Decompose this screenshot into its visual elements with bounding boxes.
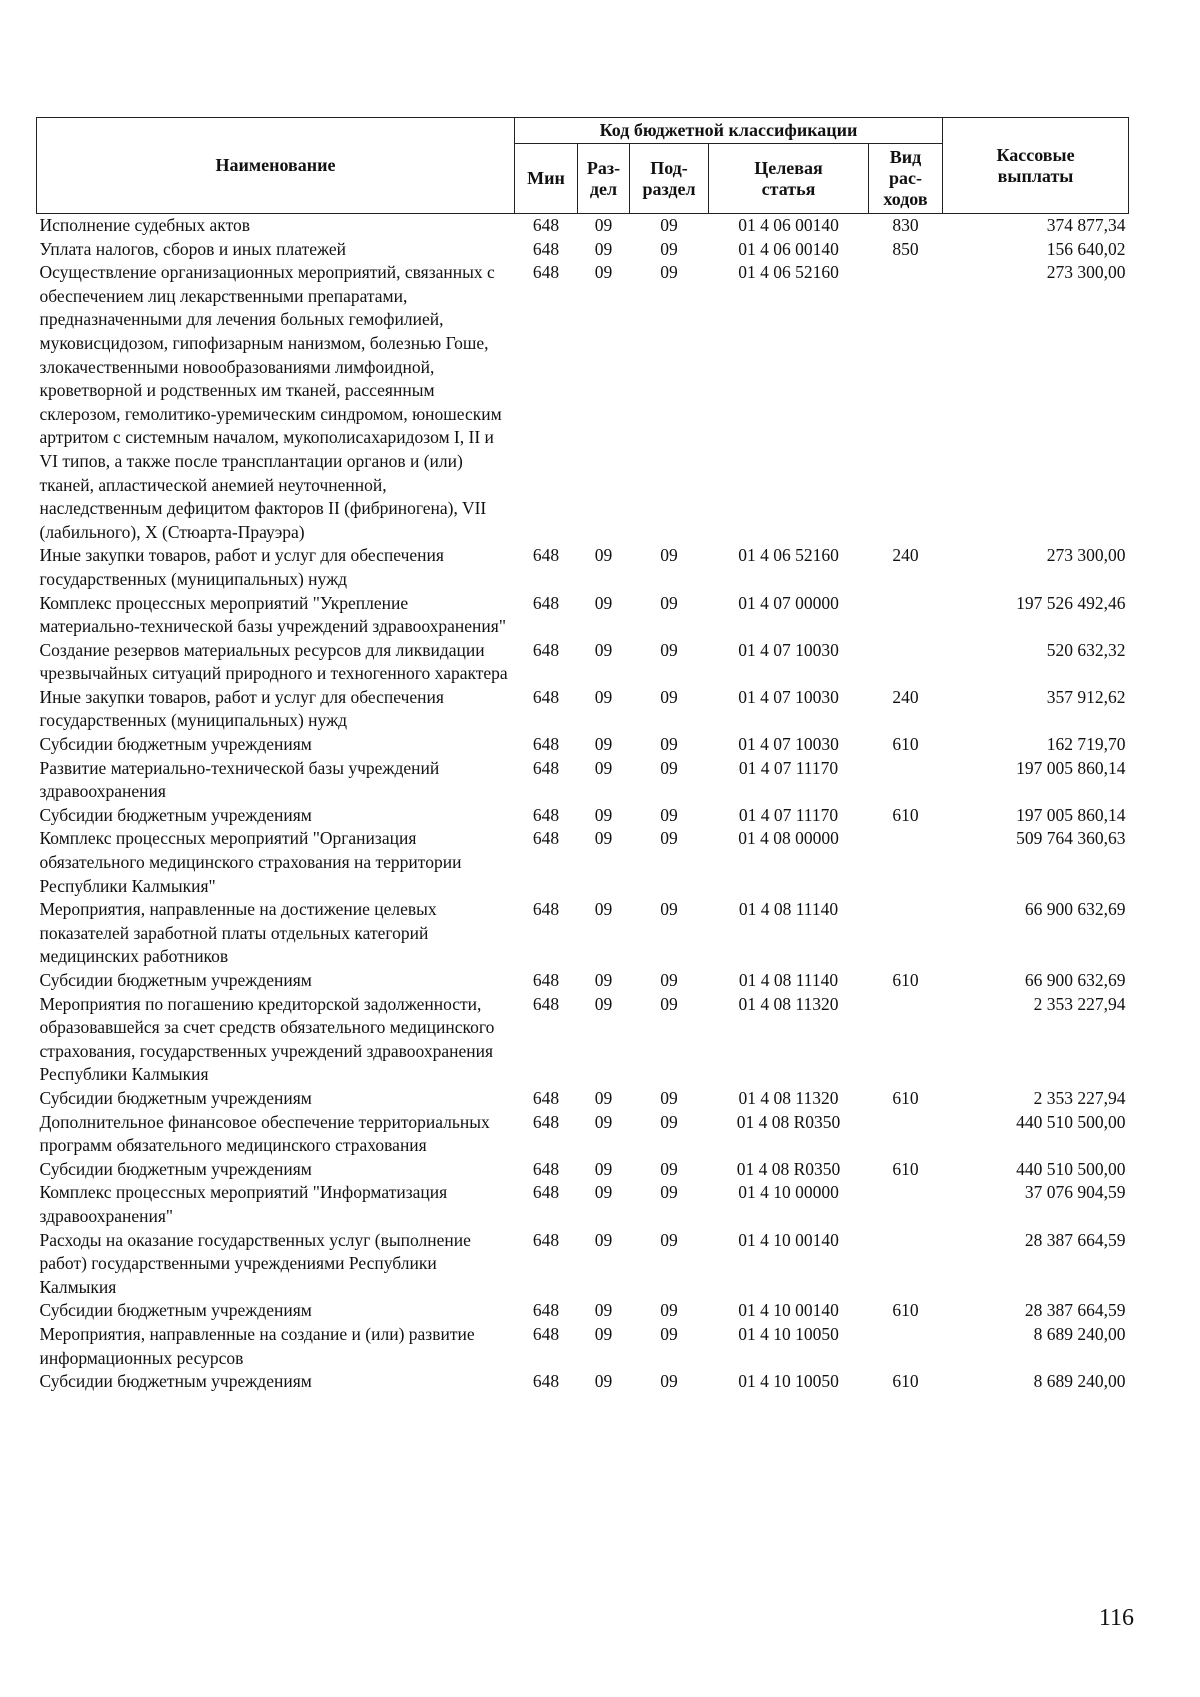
cell-min: 648: [532, 1323, 560, 1344]
cell-vid: 610: [892, 1371, 919, 1392]
table-row: [37, 214, 1129, 238]
cell-razdel: 09: [594, 592, 613, 613]
cell-amount: 66 900 632,69: [1024, 970, 1126, 990]
table-header: [37, 118, 1129, 214]
cell-vid: [869, 639, 943, 686]
cell-razdel: 09: [594, 970, 613, 990]
cell-razdel: 09: [594, 1229, 613, 1250]
cell-podrazdel: 09: [660, 1111, 678, 1132]
cell-vid: [869, 898, 943, 969]
cell-razdel: 09: [594, 545, 613, 566]
cell-celevaya: 01 4 07 11170: [738, 757, 839, 778]
cell-amount: 8 689 240,00: [1033, 1371, 1126, 1392]
cell-amount: 357 912,62: [1046, 686, 1126, 707]
cell-name: Комплекс процессных мероприятий "Информатизация здравоохранения": [39, 1182, 448, 1226]
cell-celevaya: 01 4 08 11140: [738, 970, 839, 990]
cell-amount: 197 526 492,46: [1016, 592, 1126, 613]
cell-min: 648: [532, 1087, 560, 1108]
cell-celevaya: 01 4 07 11170: [738, 804, 839, 825]
cell-razdel: 09: [594, 1158, 613, 1179]
cell-celevaya: 01 4 08 R0350: [736, 1158, 841, 1179]
cell-vid: 610: [892, 970, 919, 990]
table-row: [37, 592, 1129, 639]
cell-min: 648: [532, 1182, 560, 1203]
cell-min: 648: [532, 238, 560, 259]
cell-name: Дополнительное финансовое обеспечение территориальных программ обязательного медицинского страхования: [39, 1111, 490, 1156]
cell-name: Субсидии бюджетным учреждениям: [39, 970, 312, 990]
cell-amount: 28 387 664,59: [1024, 1229, 1126, 1250]
cell-min: 648: [532, 899, 560, 920]
cell-podrazdel: 09: [660, 238, 678, 259]
cell-vid: 610: [892, 1300, 919, 1321]
cell-min: 648: [532, 215, 560, 235]
cell-celevaya: 01 4 06 00140: [738, 215, 839, 235]
cell-min: 648: [532, 639, 560, 660]
table-row: [37, 1181, 1129, 1228]
cell-vid: [869, 757, 943, 804]
cell-razdel: 09: [594, 686, 613, 707]
cell-razdel: 09: [594, 1182, 613, 1203]
cell-vid: [869, 1229, 943, 1300]
cell-amount: 273 300,00: [1046, 262, 1126, 283]
cell-name: Мероприятия по погашению кредиторской задолженности, образовавшейся за счет средств обязательного медицинского страхования, государственных учреждений здравоохранения Республики Калмыкия: [39, 993, 495, 1085]
cell-podrazdel: 09: [660, 734, 678, 755]
cell-podrazdel: 09: [660, 545, 678, 566]
cell-vid: 610: [892, 804, 919, 825]
cell-razdel: 09: [594, 1371, 613, 1392]
table-row: [37, 1087, 1129, 1111]
header-podrazdel: Под- раздел: [630, 144, 709, 214]
cell-min: 648: [532, 734, 560, 755]
cell-name: Развитие материально-технической базы учреждений здравоохранения: [39, 757, 440, 802]
header-min: Мин: [515, 144, 578, 214]
header-code-group: Код бюджетной классификации: [515, 118, 943, 144]
table-row: [37, 827, 1129, 898]
table-row: [37, 969, 1129, 993]
table-row: [37, 898, 1129, 969]
header-name: Наименование: [37, 118, 515, 214]
cell-vid: 610: [892, 1087, 919, 1108]
cell-celevaya: 01 4 08 00000: [738, 828, 839, 849]
cell-name: Субсидии бюджетным учреждениям: [39, 804, 312, 825]
cell-razdel: 09: [594, 828, 613, 849]
cell-podrazdel: 09: [660, 1087, 678, 1108]
cell-razdel: 09: [594, 899, 613, 920]
cell-name: Комплекс процессных мероприятий "Организация обязательного медицинского страхования на территории Республики Калмыкия": [39, 828, 462, 896]
cell-amount: 440 510 500,00: [1016, 1111, 1126, 1132]
cell-min: 648: [532, 545, 560, 566]
cell-amount: 2 353 227,94: [1033, 1087, 1126, 1108]
cell-vid: 850: [892, 238, 919, 259]
cell-amount: 2 353 227,94: [1033, 993, 1126, 1014]
cell-podrazdel: 09: [660, 1182, 678, 1203]
table-row: [37, 686, 1129, 733]
cell-razdel: 09: [594, 1323, 613, 1344]
header-razdel: Раз- дел: [578, 144, 630, 214]
cell-vid: 610: [892, 1158, 919, 1179]
cell-amount: 37 076 904,59: [1024, 1182, 1126, 1203]
cell-podrazdel: 09: [660, 639, 678, 660]
cell-vid: [869, 993, 943, 1087]
cell-name: Иные закупки товаров, работ и услуг для обеспечения государственных (муниципальных) нужд: [39, 686, 444, 731]
cell-min: 648: [532, 1111, 560, 1132]
cell-vid: [869, 592, 943, 639]
cell-amount: 156 640,02: [1046, 238, 1126, 259]
cell-name: Комплекс процессных мероприятий "Укрепление материально-технической базы учреждений здравоохранения": [39, 592, 506, 637]
cell-podrazdel: 09: [660, 899, 678, 920]
cell-min: 648: [532, 686, 560, 707]
cell-min: 648: [532, 804, 560, 825]
cell-amount: 440 510 500,00: [1016, 1158, 1126, 1179]
cell-amount: 197 005 860,14: [1016, 757, 1126, 778]
cell-amount: 8 689 240,00: [1033, 1323, 1126, 1344]
cell-vid: 240: [892, 686, 919, 707]
cell-razdel: 09: [594, 238, 613, 259]
cell-amount: 197 005 860,14: [1016, 804, 1126, 825]
cell-celevaya: 01 4 10 10050: [738, 1371, 839, 1392]
table-row: [37, 639, 1129, 686]
table-body: [37, 214, 1129, 1394]
cell-podrazdel: 09: [660, 262, 678, 283]
cell-min: 648: [532, 1300, 560, 1321]
cell-vid: [869, 1323, 943, 1370]
cell-vid: [869, 1111, 943, 1158]
cell-podrazdel: 09: [660, 993, 678, 1014]
cell-name: Создание резервов материальных ресурсов для ликвидации чрезвычайных ситуаций природного и техногенного характера: [39, 639, 508, 684]
cell-celevaya: 01 4 07 00000: [738, 592, 839, 613]
cell-razdel: 09: [594, 1111, 613, 1132]
cell-vid: [869, 261, 943, 544]
cell-podrazdel: 09: [660, 686, 678, 707]
cell-celevaya: 01 4 10 00000: [738, 1182, 839, 1203]
table-row: [37, 733, 1129, 757]
cell-name: Субсидии бюджетным учреждениям: [39, 1087, 312, 1108]
header-payments: Кассовые выплаты: [943, 118, 1129, 214]
cell-vid: 610: [892, 734, 919, 755]
cell-celevaya: 01 4 08 11320: [738, 993, 839, 1014]
cell-celevaya: 01 4 06 52160: [738, 262, 839, 283]
cell-amount: 162 719,70: [1046, 734, 1126, 755]
cell-vid: 240: [892, 545, 919, 566]
cell-vid: [869, 1181, 943, 1228]
cell-name: Субсидии бюджетным учреждениям: [39, 1300, 312, 1321]
cell-razdel: 09: [594, 993, 613, 1014]
cell-min: 648: [532, 1158, 560, 1179]
cell-amount: 273 300,00: [1046, 545, 1126, 566]
cell-podrazdel: 09: [660, 828, 678, 849]
table-row: [37, 1158, 1129, 1182]
cell-celevaya: 01 4 06 00140: [738, 238, 839, 259]
cell-podrazdel: 09: [660, 804, 678, 825]
cell-celevaya: 01 4 08 R0350: [736, 1111, 841, 1132]
cell-min: 648: [532, 1229, 560, 1250]
page-number: 116: [1098, 1605, 1134, 1631]
header-celevaya: Целевая статья: [709, 144, 869, 214]
table-row: [37, 757, 1129, 804]
cell-celevaya: 01 4 10 00140: [738, 1300, 839, 1321]
cell-celevaya: 01 4 07 10030: [738, 686, 839, 707]
table-row: [37, 261, 1129, 544]
cell-min: 648: [532, 262, 560, 283]
cell-amount: 66 900 632,69: [1024, 899, 1126, 920]
table-row: [37, 238, 1129, 262]
cell-celevaya: 01 4 08 11320: [738, 1087, 839, 1108]
budget-table: [36, 117, 1129, 1394]
cell-celevaya: 01 4 10 00140: [738, 1229, 839, 1250]
cell-amount: 509 764 360,63: [1016, 828, 1126, 849]
table-row: [37, 1299, 1129, 1323]
cell-min: 648: [532, 970, 560, 990]
cell-podrazdel: 09: [660, 1371, 678, 1392]
cell-podrazdel: 09: [660, 215, 678, 235]
cell-name: Субсидии бюджетным учреждениям: [39, 1158, 312, 1179]
table-row: [37, 993, 1129, 1087]
table-row: [37, 544, 1129, 591]
cell-podrazdel: 09: [660, 1323, 678, 1344]
cell-amount: 520 632,32: [1046, 639, 1126, 660]
cell-amount: 28 387 664,59: [1024, 1300, 1126, 1321]
cell-min: 648: [532, 828, 560, 849]
cell-min: 648: [532, 757, 560, 778]
cell-razdel: 09: [594, 215, 613, 235]
cell-celevaya: 01 4 06 52160: [738, 545, 839, 566]
cell-razdel: 09: [594, 757, 613, 778]
cell-podrazdel: 09: [660, 1300, 678, 1321]
cell-min: 648: [532, 993, 560, 1014]
cell-celevaya: 01 4 08 11140: [738, 899, 839, 920]
cell-podrazdel: 09: [660, 592, 678, 613]
cell-celevaya: 01 4 10 10050: [738, 1323, 839, 1344]
table-row: [37, 1370, 1129, 1394]
cell-podrazdel: 09: [660, 1229, 678, 1250]
cell-name: Уплата налогов, сборов и иных платежей: [39, 238, 346, 259]
cell-name: Расходы на оказание государственных услуг (выполнение работ) государственными учреждениями Республики Калмыкия: [39, 1229, 471, 1297]
cell-vid: [869, 827, 943, 898]
cell-razdel: 09: [594, 262, 613, 283]
cell-razdel: 09: [594, 1087, 613, 1108]
header-vid: Вид рас- ходов: [869, 144, 943, 214]
cell-name: Мероприятия, направленные на создание и (или) развитие информационных ресурсов: [39, 1323, 475, 1368]
cell-vid: 830: [892, 215, 919, 235]
cell-name: Иные закупки товаров, работ и услуг для обеспечения государственных (муниципальных) нужд: [39, 545, 444, 589]
cell-podrazdel: 09: [660, 1158, 678, 1179]
cell-razdel: 09: [594, 639, 613, 660]
table-row: [37, 1323, 1129, 1370]
table-row: [37, 1229, 1129, 1300]
cell-amount: 374 877,34: [1046, 215, 1126, 235]
cell-podrazdel: 09: [660, 970, 678, 990]
cell-celevaya: 01 4 07 10030: [738, 734, 839, 755]
cell-name: Мероприятия, направленные на достижение целевых показателей заработной платы отдельных категорий медицинских работников: [39, 899, 437, 967]
cell-name: Субсидии бюджетным учреждениям: [39, 734, 312, 755]
cell-min: 648: [532, 592, 560, 613]
cell-razdel: 09: [594, 804, 613, 825]
cell-podrazdel: 09: [660, 757, 678, 778]
cell-name: Осуществление организационных мероприятий, связанных с обеспечением лиц лекарственными препаратами, предназначенными для лечения больных гемофилией, муковисцидозом, гипофизарным нанизмом, болезнью Гоше, злокачественными новообразованиями лимфоидной, кроветворной и родственных им тканей, рассеянным склерозом, гемолитико-уремическим синдромом, юношеским артритом с системным началом, мукополисахаридозом I, II и VI типов, а также после трансплантации органов и (или) тканей, апластической анемией неуточненной, наследственным дефицитом факторов II (фибриногена), VII (лабильного), X (Стюарта-Прауэра): [39, 262, 502, 542]
cell-razdel: 09: [594, 734, 613, 755]
cell-name: Субсидии бюджетным учреждениям: [39, 1371, 312, 1392]
cell-name: Исполнение судебных актов: [39, 215, 251, 235]
cell-razdel: 09: [594, 1300, 613, 1321]
cell-min: 648: [532, 1371, 560, 1392]
table-row: [37, 804, 1129, 828]
table-row: [37, 1111, 1129, 1158]
cell-celevaya: 01 4 07 10030: [738, 639, 839, 660]
